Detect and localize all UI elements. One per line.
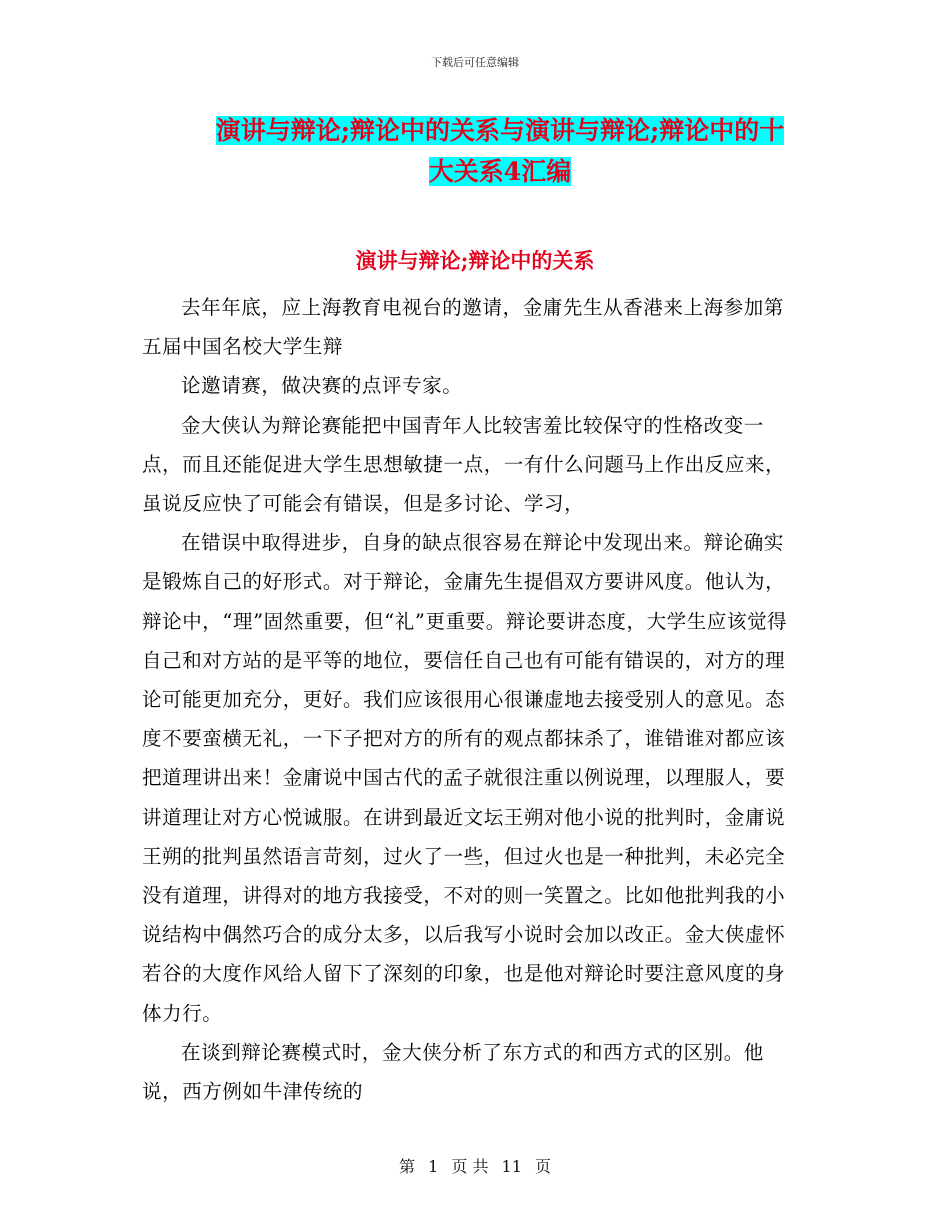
footer-total-pages: 11	[501, 1157, 522, 1176]
paragraph-1: 去年年底，应上海教育电视台的邀请，金庸先生从香港来上海参加第五届中国名校大学生辩	[142, 296, 785, 359]
paragraph-3: 金大侠认为辩论赛能把中国青年人比较害羞比较保守的性格改变一点，而且还能促进大学生思想敏捷一点，一有什么问题马上作出反应来，虽说反应快了可能会有错误，但是多讨论、学习，	[142, 413, 786, 516]
page-footer	[0, 1154, 950, 1177]
title-line-2: 大关系4汇编	[428, 157, 572, 186]
paragraph-4: 在错误中取得进步，自身的缺点很容易在辩论中发现出来。辩论确实是锻炼自己的好形式。对于辩论，金庸先生提倡双方要讲风度。他认为，辩论中，“理”固然重要，但“礼”更重要。辩论要讲态度，大学生应该觉得自己和对方站的是平等的地位，要信任自己也有可能有错误的，对方的理论可能更加充分，更好。我们应该很用心很谦虚地去接受别人的意见。态度不要蛮横无礼，一下子把对方的所有的观点都抹杀了，谁错谁对都应该把道理讲出来！金庸说中国古代的孟子就很注重以例说理，以理服人，要讲道理让对方心悦诚服。在讲到最近文坛王朔对他小说的批判时，金庸说王朔的批判虽然语言苛刻，过火了一些，但过火也是一种批判，未必完全没有道理，讲得对的地方我接受，不对的则一笑置之。比如他批判我的小说结构中偶然巧合的成分太多，以后我写小说时会加以改正。金大侠虚怀若谷的大度作风给人留下了深刻的印象，也是他对辩论时要注意风度的身体力行。	[142, 531, 788, 1025]
footer-page-number: 1	[428, 1157, 439, 1176]
title-line-1: 演讲与辩论;辩论中的关系与演讲与辩论;辩论中的十	[215, 116, 785, 145]
document-title	[190, 110, 810, 192]
paragraph-5: 在谈到辩论赛模式时，金大侠分析了东方式的和西方式的区别。他说，西方例如牛津传统的	[142, 1040, 764, 1104]
section-title: 演讲与辩论;辩论中的关系	[355, 248, 595, 273]
footer-mid: 页 共	[451, 1157, 489, 1176]
footer-suffix: 页	[535, 1157, 552, 1176]
paragraph-2: 论邀请赛，做决赛的点评专家。	[181, 374, 463, 398]
body-text	[142, 288, 802, 1111]
footer-prefix: 第	[398, 1157, 415, 1176]
header-note: 下载后可任意编辑	[431, 56, 519, 69]
